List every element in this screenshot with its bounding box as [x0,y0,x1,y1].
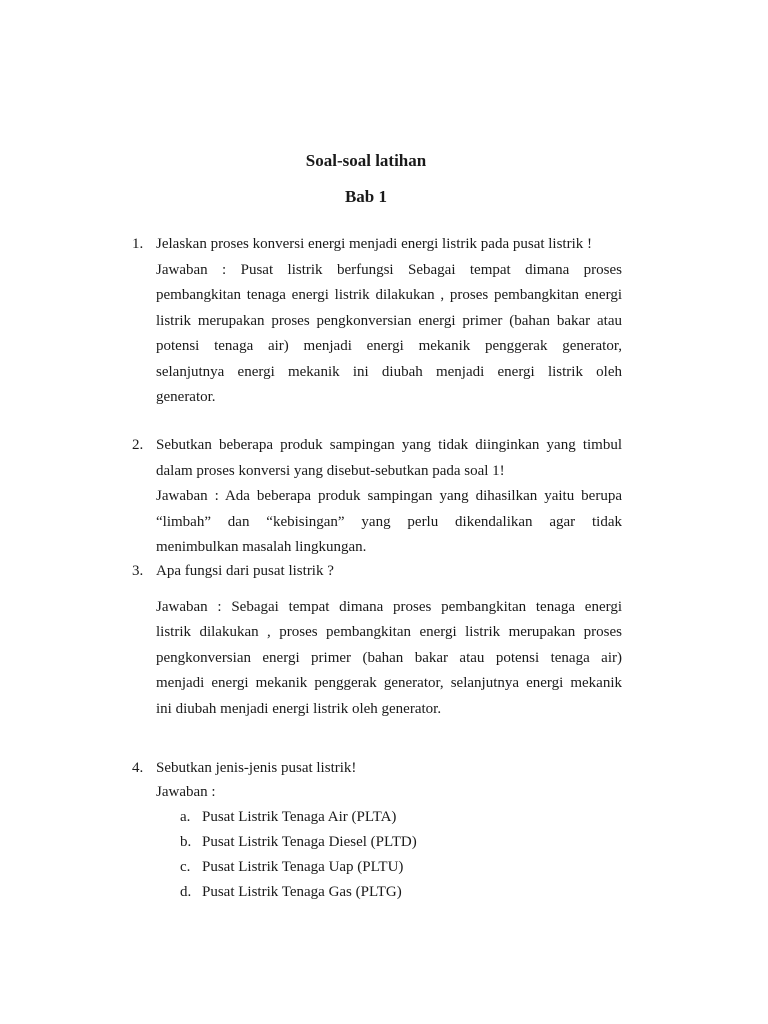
list-item: Pusat Listrik Tenaga Diesel (PLTD) [202,834,417,850]
list-item-letter: b. [180,834,192,850]
answer-line: Jawaban : Ada beberapa produk sampingan yang dihasilkan yaitu berupa [156,488,622,504]
answer-line: menimbulkan masalah lingkungan. [156,539,367,555]
question-number: 4. [132,760,144,776]
question-text: dalam proses konversi yang disebut-sebutkan pada soal 1! [156,463,505,479]
list-item: Pusat Listrik Tenaga Gas (PLTG) [202,884,402,900]
question-text: Sebutkan jenis-jenis pusat listrik! [156,760,357,776]
question-number: 3. [132,563,144,579]
answer-line: pembangkitan tenaga energi listrik dilakukan , proses pembangkitan energi [156,287,622,303]
question-text: Sebutkan beberapa produk sampingan yang tidak diinginkan yang timbul [156,437,622,453]
answer-line: listrik merupakan proses pengkonversian energi primer (bahan bakar atau [156,313,622,329]
list-item-letter: a. [180,809,191,825]
list-item: Pusat Listrik Tenaga Air (PLTA) [202,809,397,825]
answer-line: potensi tenaga air) menjadi energi mekanik penggerak generator, [156,338,622,354]
answer-line: listrik dilakukan , proses pembangkitan energi listrik merupakan proses [156,624,622,640]
document-title: Soal-soal latihan [305,151,427,170]
answer-label: Jawaban : [156,784,216,800]
answer-line: Jawaban : Sebagai tempat dimana proses pembangkitan tenaga energi [156,599,622,615]
question-text: Apa fungsi dari pusat listrik ? [156,563,334,579]
answer-line: “limbah” dan “kebisingan” yang perlu dikendalikan agar tidak [156,514,622,530]
answer-line: pengkonversian energi primer (bahan bakar atau potensi tenaga air) [156,650,622,666]
answer-line: menjadi energi mekanik penggerak generator, selanjutnya energi mekanik [156,675,622,691]
answer-line: ini diubah menjadi energi listrik oleh generator. [156,701,442,717]
answer-line: generator. [156,389,216,405]
answer-line: selanjutnya energi mekanik ini diubah menjadi energi listrik oleh [156,364,622,380]
question-number: 2. [132,437,144,453]
list-item-letter: c. [180,859,191,875]
question-number: 1. [132,236,144,252]
list-item-letter: d. [180,884,192,900]
question-text: Jelaskan proses konversi energi menjadi energi listrik pada pusat listrik ! [156,236,593,252]
document-subtitle: Bab 1 [344,187,388,206]
list-item: Pusat Listrik Tenaga Uap (PLTU) [202,859,404,875]
answer-line: Jawaban : Pusat listrik berfungsi Sebagai tempat dimana proses [156,262,622,278]
